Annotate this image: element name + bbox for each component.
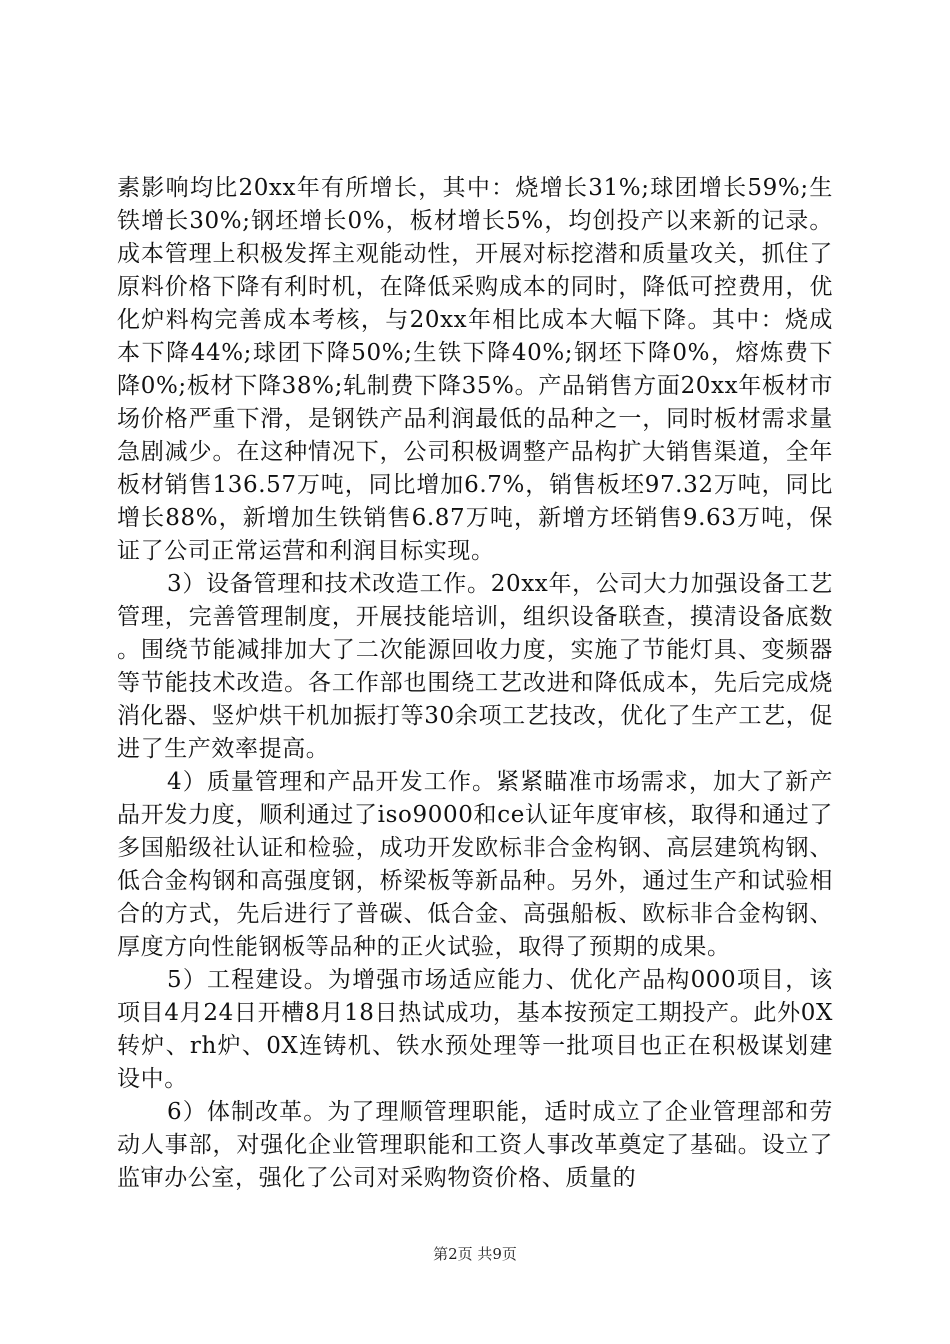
- page-footer: 第2页 共9页: [433, 1245, 517, 1263]
- body-text: [117, 172, 833, 1195]
- paragraph-engineering-construction: 5）工程建设。为增强市场适应能力、优化产品构000项目，该项目4月24日开槽8月18日热试成功，基本按预定工期投产。此外0X转炉、rh炉、0X连铸机、铁水预处理等一批项目也正在积极谋划建设中。: [117, 967, 833, 1092]
- paragraph-quality-management: 4）质量管理和产品开发工作。紧紧瞄准市场需求，加大了新产品开发力度，顺利通过了iso9000和ce认证年度审核，取得和通过了多国船级社认证和检验，成功开发欧标非合金构钢、高层建筑构钢、低合金构钢和高强度钢，桥梁板等新品种。另外，通过生产和试验相合的方式，先后进行了普碳、低合金、高强船板、欧标非合金构钢、厚度方向性能钢板等品种的正火试验，取得了预期的成果。: [117, 769, 833, 960]
- paragraph-equipment-management: 3）设备管理和技术改造工作。20xx年，公司大力加强设备工艺管理，完善管理制度，开展技能培训，组织设备联查，摸清设备底数。围绕节能减排加大了二次能源回收力度，实施了节能灯具、变频器等节能技术改造。各工作部也围绕工艺改进和降低成本，先后完成烧消化器、竖炉烘干机加振打等30余项工艺技改，优化了生产工艺，促进了生产效率提高。: [117, 571, 833, 762]
- paragraph-continued: 素影响均比20xx年有所增长，其中：烧增长31%;球团增长59%;生铁增长30%;钢坯增长0%，板材增长5%，均创投产以来新的记录。成本管理上积极发挥主观能动性，开展对标挖潜和质量攻关，抓住了原料价格下降有利时机，在降低采购成本的同时，降低可控费用，优化炉料构完善成本考核，与20xx年相比成本大幅下降。其中：烧成本下降44%;球团下降50%;生铁下降40%;钢坯下降0%，熔炼费下降0%;板材下降38%;轧制费下降35%。产品销售方面20xx年板材市场价格严重下滑，是钢铁产品利润最低的品种之一，同时板材需求量急剧减少。在这种情况下，公司积极调整产品构扩大销售渠道，全年板材销售136.57万吨，同比增加6.7%，销售板坯97.32万吨，同比增长88%，新增加生铁销售6.87万吨，新增方坯销售9.63万吨，保证了公司正常运营和利润目标实现。: [117, 175, 833, 564]
- paragraph-system-reform: 6）体制改革。为了理顺管理职能，适时成立了企业管理部和劳动人事部，对强化企业管理职能和工资人事改革奠定了基础。设立了监审办公室，强化了公司对采购物资价格、质量的: [117, 1099, 833, 1191]
